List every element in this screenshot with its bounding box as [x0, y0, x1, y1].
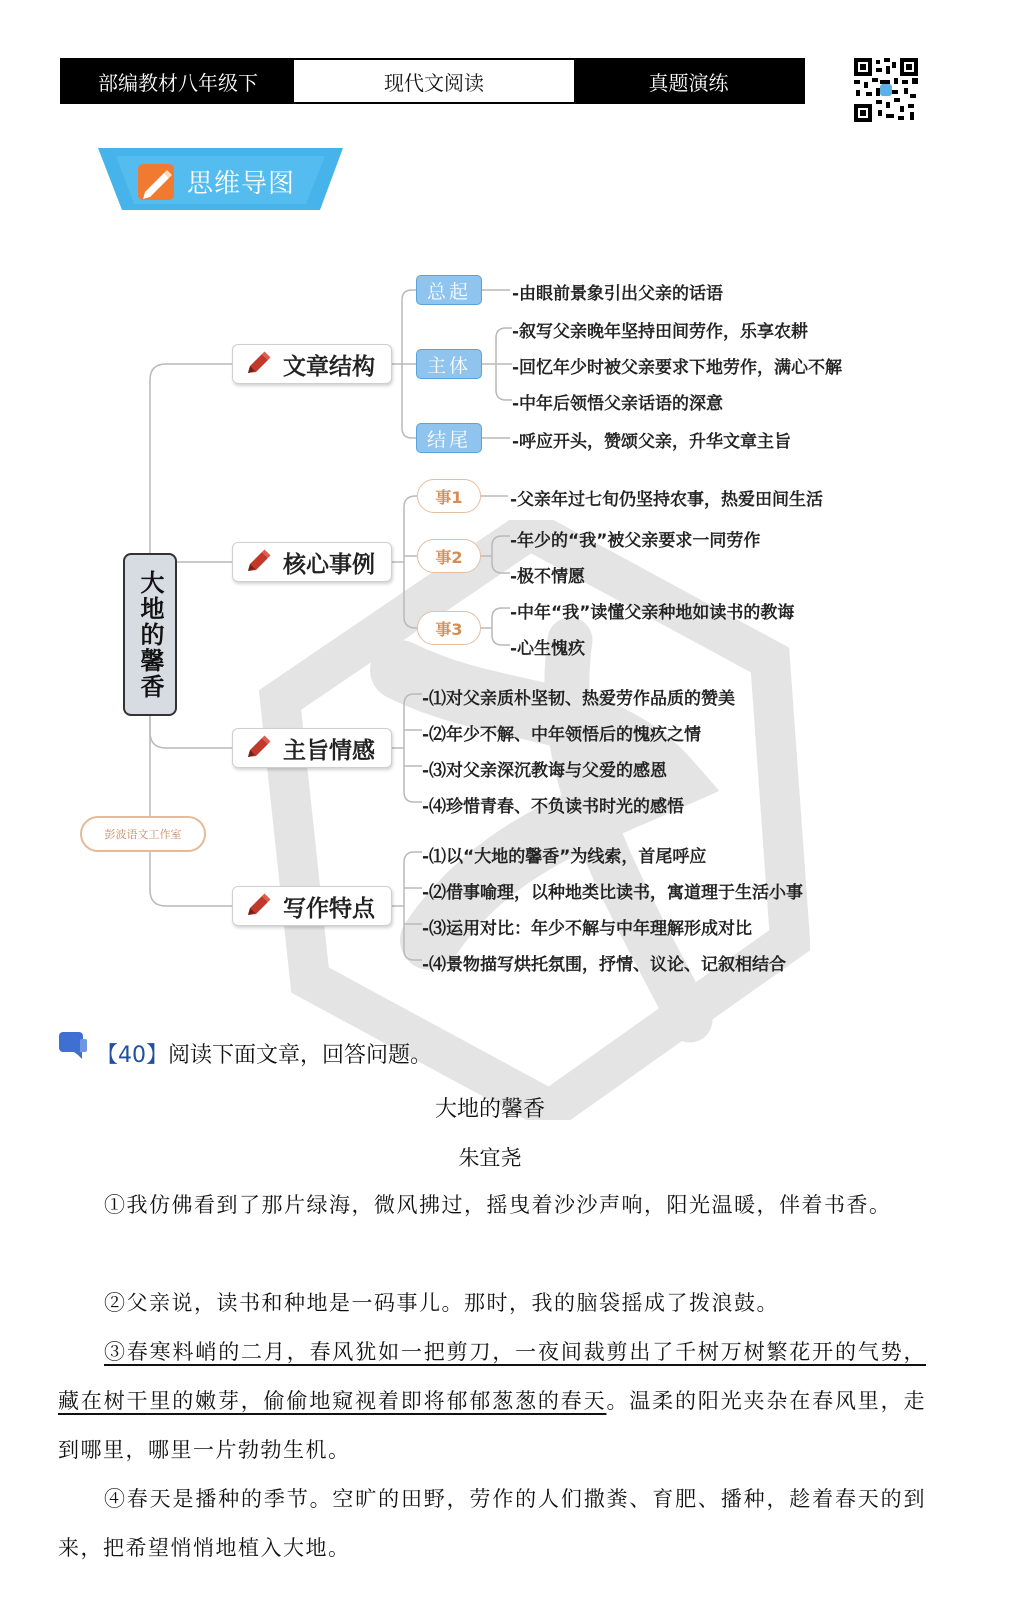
article-paragraph-3 — [58, 1328, 926, 1475]
header-grade: 部编教材八年级下 — [62, 60, 294, 102]
section-tag-body: 主体 — [416, 349, 482, 379]
leaf-text: -⑶对父亲深沉教诲与父爱的感恩 — [422, 761, 668, 781]
section-tag-ending: 结尾 — [416, 423, 482, 453]
section-tag-intro: 总起 — [416, 275, 482, 305]
bookmark-icon — [58, 1030, 88, 1060]
leaf-text: -回忆年少时被父亲要求下地劳作，满心不解 — [512, 358, 843, 378]
pen-icon — [245, 893, 271, 919]
banner-title: 思维导图 — [187, 169, 296, 199]
leaf-text: -⑷景物描写烘托氛围，抒情、议论、记叙相结合 — [422, 955, 787, 975]
question-prompt: 阅读下面文章，回答问题。 — [168, 1043, 433, 1068]
leaf-text: -⑵年少不解、中年领悟后的愧疚之情 — [422, 725, 702, 745]
leaf-text: -心生愧疚 — [510, 639, 586, 659]
branch-core-events — [232, 542, 392, 582]
article-title: 大地的馨香 — [434, 1097, 545, 1122]
leaf-text: -由眼前景象引出父亲的话语 — [512, 284, 724, 304]
branch-label: 核心事例 — [283, 551, 375, 578]
leaf-text: -叙写父亲晚年坚持田间劳作，乐享农耕 — [512, 322, 809, 342]
branch-writing-features — [232, 886, 392, 926]
header-bar — [60, 58, 805, 104]
header-section: 真题演练 — [574, 60, 803, 102]
pen-icon — [245, 735, 271, 761]
leaf-text: -中年后领悟父亲话语的深意 — [512, 394, 724, 414]
question-number: 【40】 — [96, 1043, 168, 1068]
leaf-text: -⑴对父亲质朴坚韧、热爱劳作品质的赞美 — [422, 689, 736, 709]
mindmap-root: 大地的馨香 — [123, 553, 177, 716]
branch-theme — [232, 728, 392, 768]
leaf-text: -呼应开头，赞颂父亲，升华文章主旨 — [512, 432, 792, 452]
pen-icon — [245, 549, 271, 575]
leaf-text: -父亲年过七旬仍坚持农事，热爱田间生活 — [510, 490, 824, 510]
event-tag-3: 事3 — [417, 611, 481, 645]
qr-code-icon — [852, 56, 920, 124]
event-tag-1: 事1 — [417, 479, 481, 513]
article-paragraph-2: ②父亲说，读书和种地是一码事儿。那时，我的脑袋摇成了拨浪鼓。 — [104, 1291, 779, 1315]
event-tag-2: 事2 — [417, 539, 481, 573]
branch-label: 主旨情感 — [283, 737, 375, 764]
leaf-text: -⑵借事喻理，以种地类比读书，寓道理于生活小事 — [422, 883, 804, 903]
question-line — [96, 1038, 432, 1069]
leaf-text: -⑶运用对比：年少不解与中年理解形成对比 — [422, 919, 753, 939]
leaf-text: -极不情愿 — [510, 567, 586, 587]
branch-label: 写作特点 — [283, 895, 375, 922]
article-paragraph-1: ①我仿佛看到了那片绿海，微风拂过，摇曳着沙沙声响，阳光温暖，伴着书香。 — [104, 1193, 892, 1217]
article-author: 朱宜尧 — [458, 1146, 522, 1170]
underlined-sentence: ③春寒料峭的二月，春风犹如一把剪刀，一夜间裁剪出了千树万树繁花开的气势，藏在树干里的嫩芽，偷偷地窥视着即将郁郁葱葱的春天 — [58, 1340, 926, 1413]
pen-icon — [245, 351, 271, 377]
leaf-text: -中年“我”读懂父亲种地如读书的教诲 — [510, 603, 795, 623]
leaf-text: -⑷珍惜青春、不负读书时光的感悟 — [422, 797, 685, 817]
studio-badge: 彭波语文工作室 — [80, 816, 206, 852]
header-subject: 现代文阅读 — [294, 60, 574, 102]
paragraph-3-rest: 。温柔的阳光夹杂在春风里，走到哪里，哪里一片勃勃生机。 — [58, 1389, 927, 1462]
leaf-text: -⑴以“大地的馨香”为线索，首尾呼应 — [422, 847, 707, 867]
article-paragraph-4: ④春天是播种的季节。空旷的田野，劳作的人们撒粪、育肥、播种，趁着春天的到来，把希望悄悄地植入大地。 — [58, 1487, 926, 1560]
leaf-text: -年少的“我”被父亲要求一同劳作 — [510, 531, 761, 551]
branch-structure — [232, 344, 392, 384]
branch-label: 文章结构 — [283, 353, 375, 380]
